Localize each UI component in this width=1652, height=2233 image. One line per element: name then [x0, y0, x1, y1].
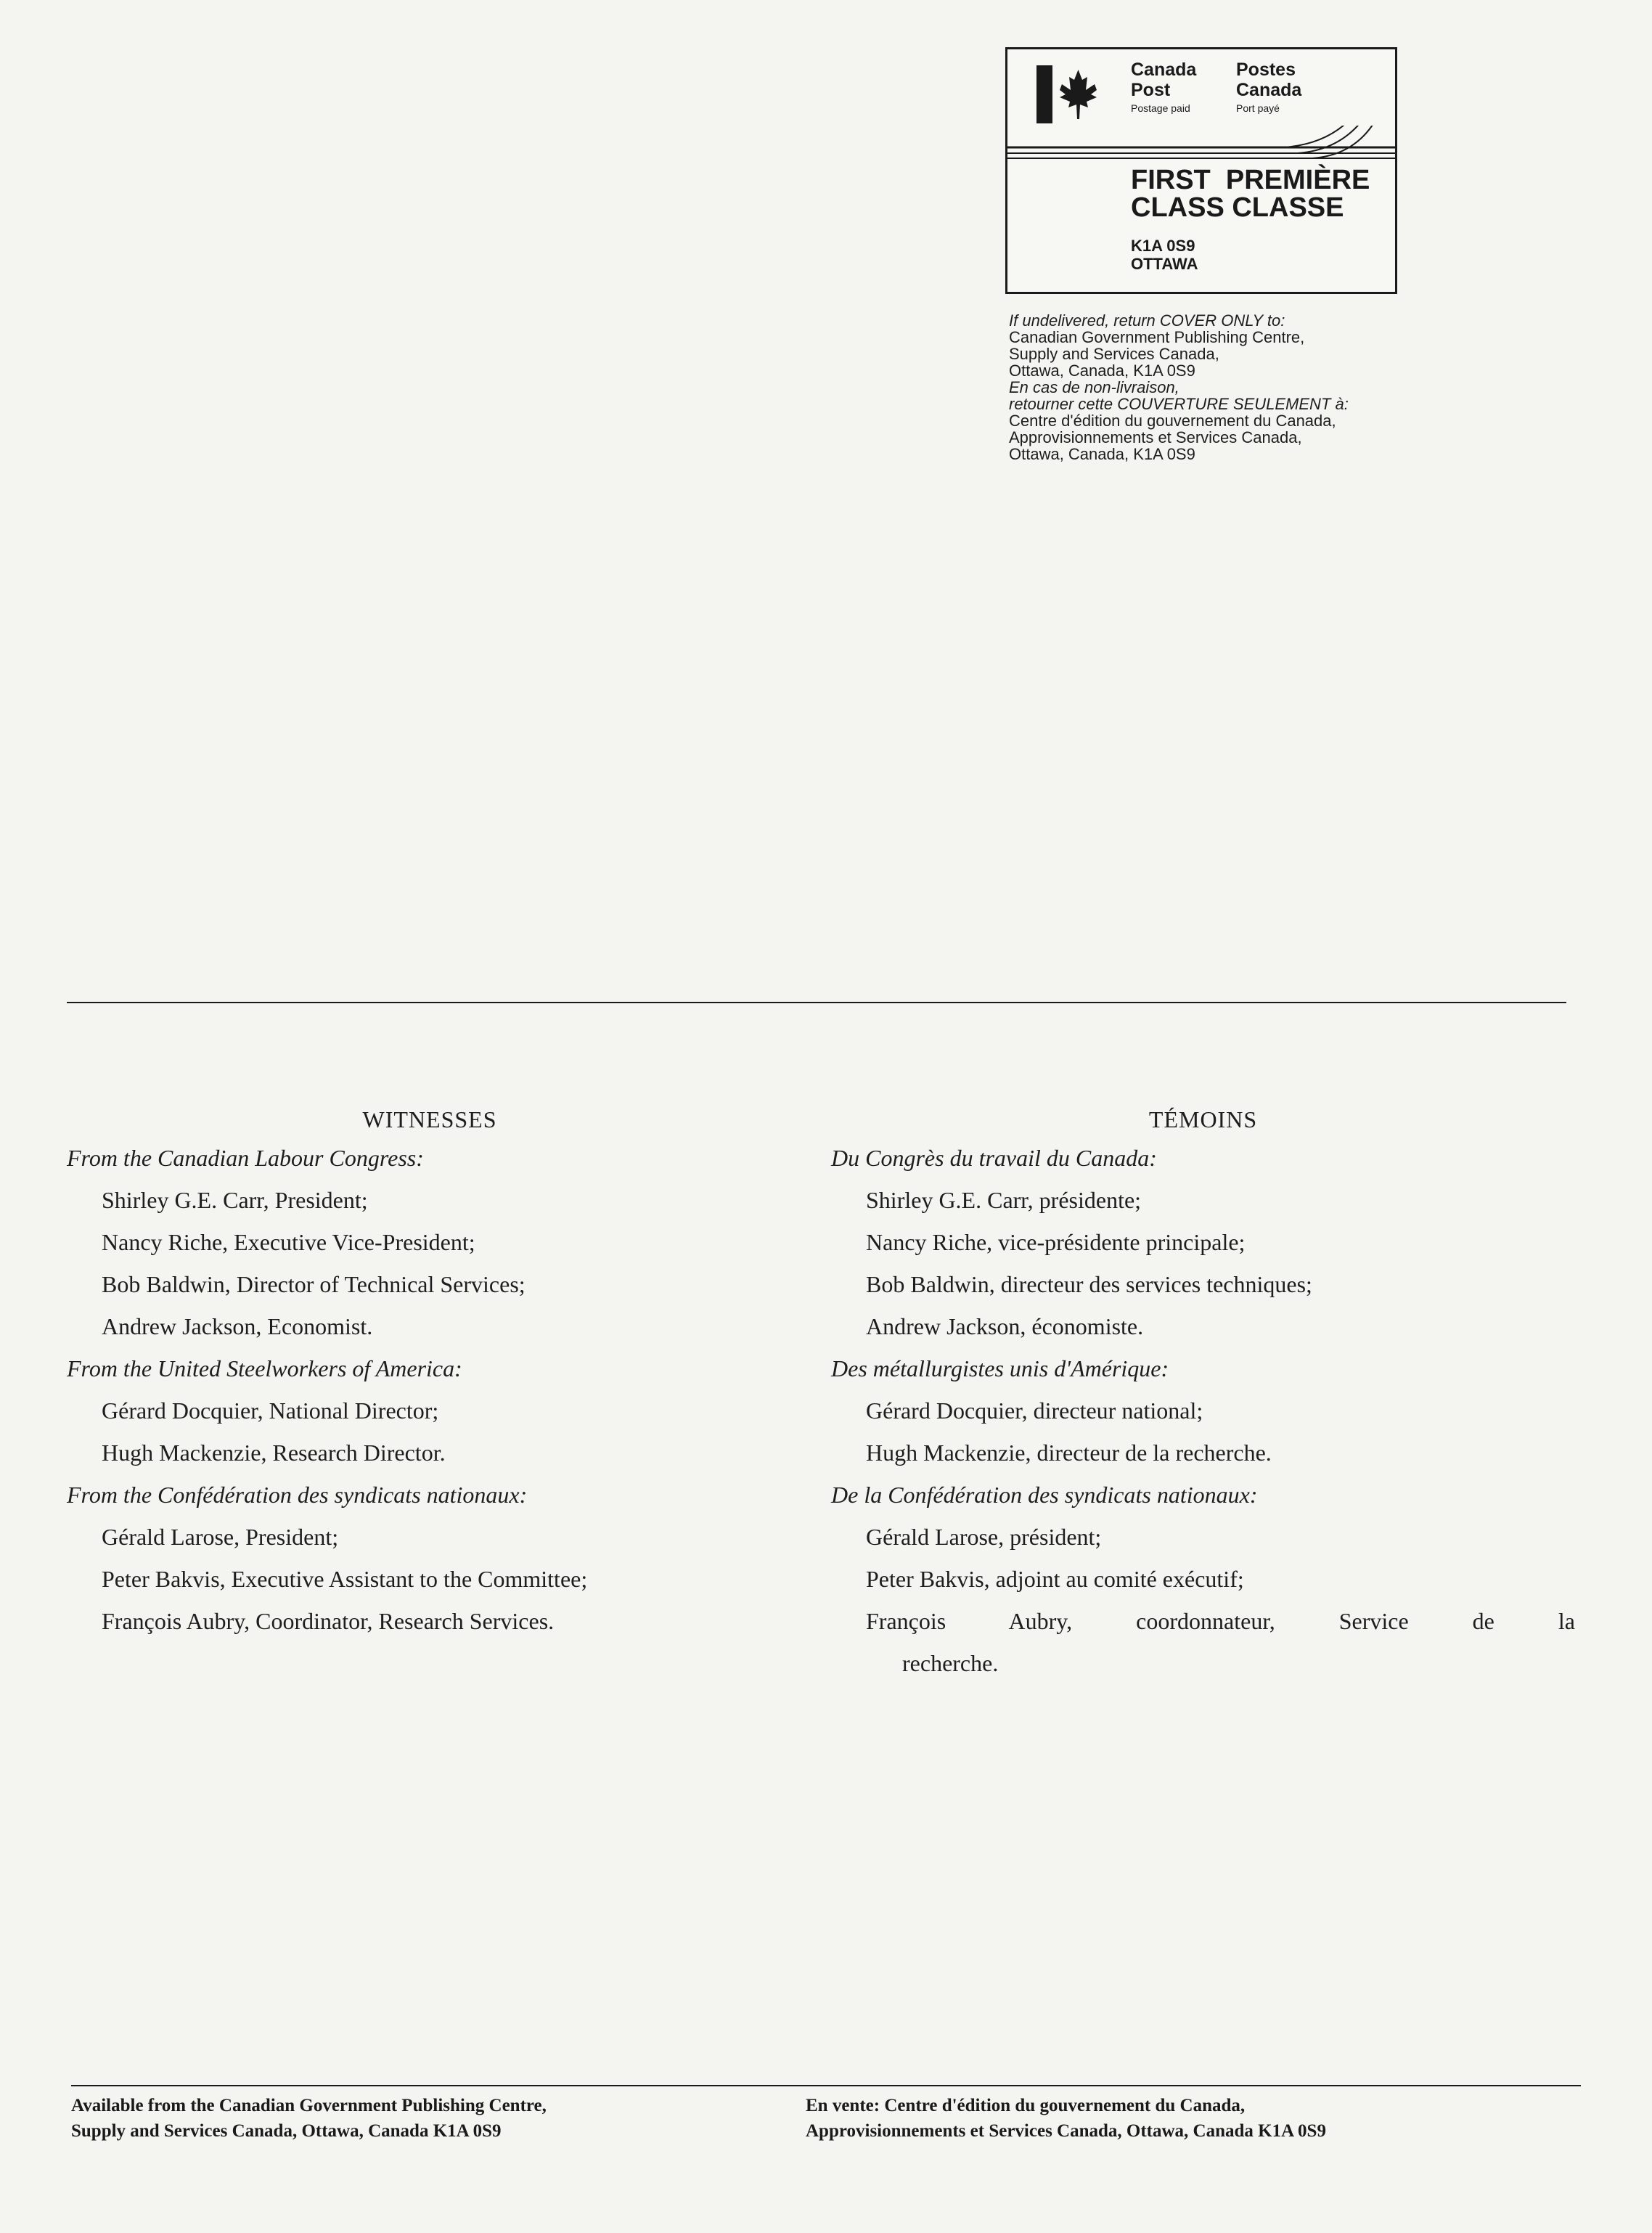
flag-bar: [1036, 65, 1052, 123]
witnesses-en: [67, 1103, 793, 1642]
witness-name: Gérald Larose, président;: [866, 1524, 1102, 1550]
return-intro-en: If undelivered, return COVER ONLY to:: [1009, 311, 1285, 330]
availability-line: Available from the Canadian Government Publishing Centre,: [71, 2096, 547, 2115]
witness-name-continued: recherche.: [902, 1650, 999, 1676]
maple-leaf-icon: [1055, 65, 1102, 123]
postage-indicia: [1005, 47, 1397, 294]
witness-name: François Aubry, coordonnateur, Service de la: [866, 1608, 1575, 1634]
return-line-fr-3: Ottawa, Canada, K1A 0S9: [1009, 445, 1195, 463]
org-heading: Des métallurgistes unis d'Amérique:: [831, 1355, 1169, 1381]
witness-name: Bob Baldwin, Director of Technical Services;: [102, 1271, 526, 1297]
canada-flag-logo: [1036, 65, 1102, 123]
witness-name: Gérard Docquier, directeur national;: [866, 1397, 1203, 1424]
temoins-heading: TÉMOINS: [1148, 1106, 1258, 1132]
mail-class-line1: FIRST PREMIÈRE: [1131, 165, 1370, 195]
witness-name: François Aubry, Coordinator, Research Services.: [102, 1608, 555, 1634]
witness-name: Nancy Riche, vice-présidente principale;: [866, 1229, 1246, 1255]
witnesses-heading: WITNESSES: [362, 1106, 497, 1132]
availability-line: Approvisionnements et Services Canada, Ottawa, Canada K1A 0S9: [806, 2121, 1326, 2141]
indicia-stripes: [1007, 126, 1395, 160]
witness-name: Andrew Jackson, économiste.: [866, 1313, 1144, 1339]
canada-label-en: Canada: [1131, 60, 1197, 80]
witness-name: Nancy Riche, Executive Vice-President;: [102, 1229, 475, 1255]
return-intro-fr-1: En cas de non-livraison,: [1009, 378, 1179, 396]
postal-city: OTTAWA: [1131, 255, 1198, 273]
section-divider: [67, 1002, 1566, 1003]
post-name-fr: [1236, 60, 1301, 116]
availability-line: En vente: Centre d'édition du gouvernement du Canada,: [806, 2096, 1246, 2115]
witness-name: Peter Bakvis, Executive Assistant to the Committee;: [102, 1566, 588, 1592]
return-intro-fr-2: retourner cette COUVERTURE SEULEMENT à:: [1009, 395, 1349, 413]
org-heading: From the Confédération des syndicats nationaux:: [67, 1482, 528, 1508]
post-name-en: [1131, 60, 1196, 116]
witnesses-fr: [831, 1103, 1575, 1691]
org-heading: Du Congrès du travail du Canada:: [831, 1145, 1157, 1171]
witness-name: Peter Bakvis, adjoint au comité exécutif;: [866, 1566, 1244, 1592]
return-line-en-2: Supply and Services Canada,: [1009, 345, 1219, 363]
mail-class-line2: CLASS CLASSE: [1131, 192, 1344, 223]
footer-divider: [71, 2085, 1581, 2086]
post-label-en: Post: [1131, 80, 1171, 100]
availability-line: Supply and Services Canada, Ottawa, Canada K1A 0S9: [71, 2121, 502, 2141]
witness-name: Bob Baldwin, directeur des services techniques;: [866, 1271, 1312, 1297]
return-line-fr-2: Approvisionnements et Services Canada,: [1009, 428, 1302, 446]
availability-note-fr: [806, 2093, 1326, 2144]
witness-name: Gérard Docquier, National Director;: [102, 1397, 439, 1424]
postage-paid-label: Postage paid: [1131, 102, 1190, 114]
port-paye-label: Port payé: [1236, 102, 1280, 114]
witness-name: Shirley G.E. Carr, présidente;: [866, 1187, 1142, 1213]
availability-note-en: [71, 2093, 547, 2144]
org-heading: From the Canadian Labour Congress:: [67, 1145, 424, 1171]
witness-name: Gérald Larose, President;: [102, 1524, 339, 1550]
return-line-en-3: Ottawa, Canada, K1A 0S9: [1009, 362, 1195, 380]
canada-label-fr: Canada: [1236, 80, 1302, 100]
org-heading: From the United Steelworkers of America:: [67, 1355, 462, 1381]
witness-name: Hugh Mackenzie, directeur de la recherche.: [866, 1440, 1272, 1466]
witness-name: Hugh Mackenzie, Research Director.: [102, 1440, 446, 1466]
return-address: [1009, 312, 1481, 462]
witness-name: Shirley G.E. Carr, President;: [102, 1187, 368, 1213]
org-heading: De la Confédération des syndicats nationaux:: [831, 1482, 1258, 1508]
postes-label-fr: Postes: [1236, 60, 1296, 80]
witness-name: Andrew Jackson, Economist.: [102, 1313, 373, 1339]
postal-code: K1A 0S9: [1131, 237, 1195, 255]
return-line-fr-1: Centre d'édition du gouvernement du Canada,: [1009, 412, 1336, 430]
return-line-en-1: Canadian Government Publishing Centre,: [1009, 328, 1305, 346]
